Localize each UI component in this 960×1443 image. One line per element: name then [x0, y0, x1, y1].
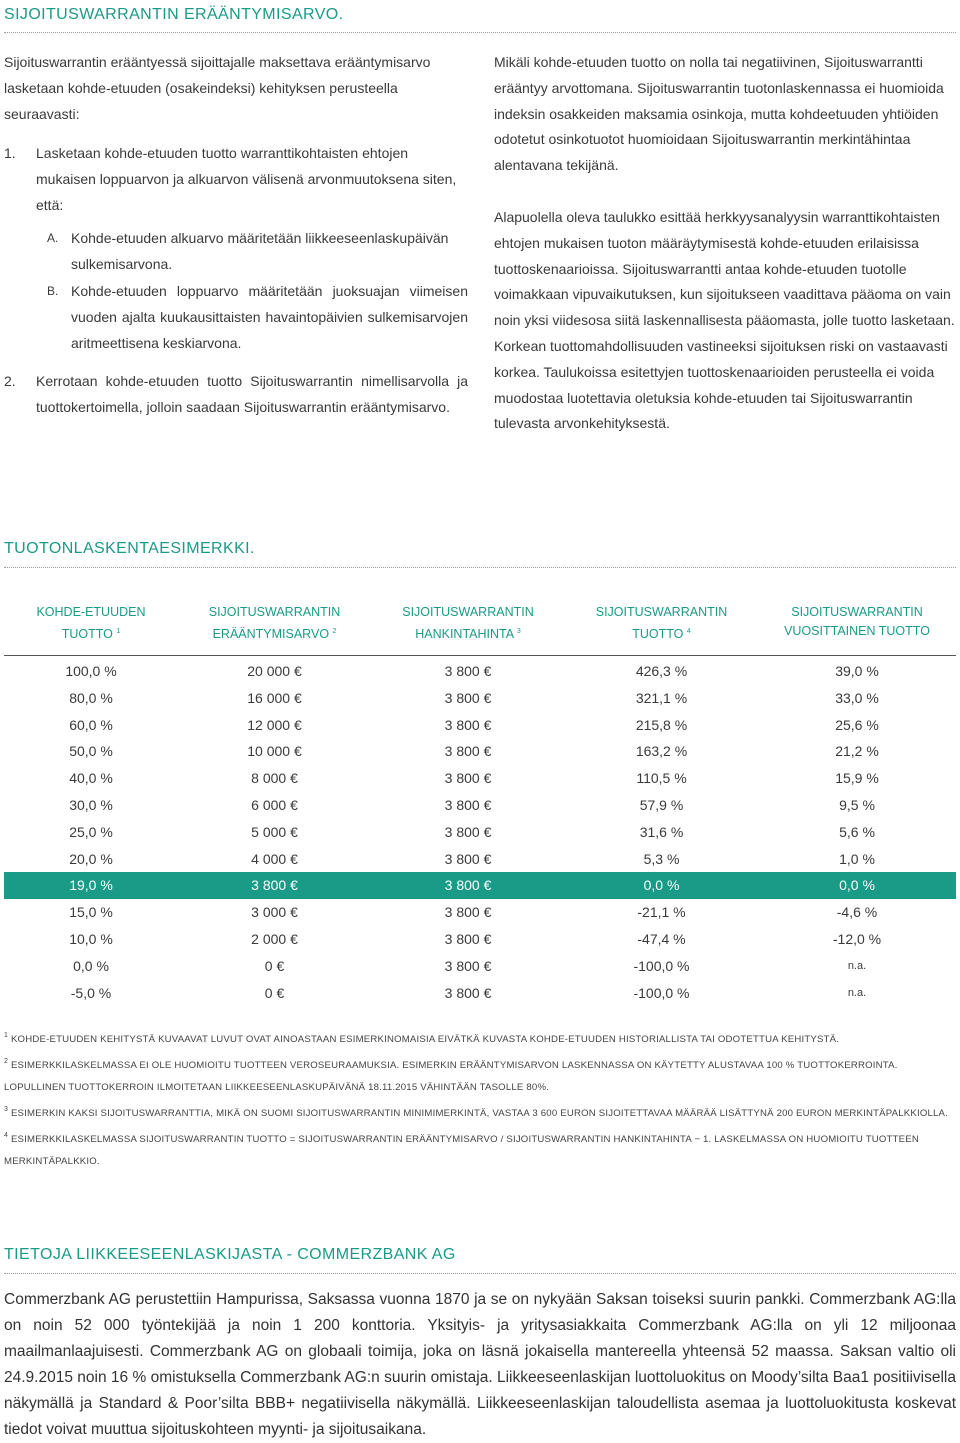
table-cell: 3 800 € — [444, 877, 492, 894]
right-column — [494, 50, 956, 437]
table-row — [4, 765, 956, 792]
header-line-1: SIJOITUSWARRANTIN — [595, 605, 728, 619]
footnote: $^2$ ESIMERKKILASKELMASSA EI OLE HUOMIOITU TUOTTEEN VEROSEURAAMUKSIA. ESIMERKIN ERÄÄNTYMISARVON LASKENNASSA ON KÄYTETTY ALUSTAVAA 100 % TUOTTOKERROINTA. LOPULLINEN TUOTTOKERROIN ILMOITETAAN LIIKKEESEENLASKUPÄIVÄNÄ 18.11.2015 VÄHINTÄÄN TASOLLE 80%. — [4, 1058, 898, 1093]
table-cell: 0,0 % — [839, 877, 875, 894]
table-cell: 163,2 % — [635, 743, 688, 760]
return-table — [4, 603, 956, 1006]
sub-item-text: Kohde-etuuden loppuarvo määritetään juoksuajan viimeisen vuoden ajalta kuukausittaisten havaintopäivien sulkemisarvojen aritmeettisena keskiarvona. — [71, 283, 468, 351]
table-cell: 33,0 % — [835, 689, 879, 706]
list-item-1 — [4, 141, 468, 218]
header-line-2: TUOTTO $^4$ — [632, 627, 691, 641]
footnote-number: 1 — [4, 1032, 9, 1039]
sub-item-text: Kohde-etuuden alkuarvo määritetään liikkeeseenlaskupäivän sulkemisarvona. — [71, 229, 449, 272]
right-paragraph-1: Mikäli kohde-etuuden tuotto on nolla tai negatiivinen, Sijoituswarrantti erääntyy arvottomana. Sijoituswarrantin tuotonlaskennassa ei huomioida indeksin osakkeiden maksamia osinkoja, mutta kohdeetuuden yhtiöiden odotetut osinkotuotot huomioidaan Sijoituswarrantin merkintähintaa alentavana tekijänä. — [494, 54, 944, 174]
issuer-paragraph: Commerzbank AG perustettiin Hampurissa, Saksassa vuonna 1870 ja se on nykyään Saksan toiseksi suurin pankki. Commerzbank AG:lla on noin 52 000 työntekijää ja noin 1 200 konttoria. Yksityis- ja yritysasiakkaita Commerzbank AG:lla on yli 12 miljoonaa maailmanlaajuisesti. Commerzbank AG on globaali toimija, joka on läsnä jokaisella mantereella yhteensä 52 maassa. Saksan valtio oli 24.9.2015 noin 16 % omistuksella Commerzbank AG:n suurin omistaja. Liikkeeseenlaskijan luottoluokitus on Moody’silta Baa1 positiivisella näkymällä ja Standard & Poor’silta BBB+ negatiivisella näkymällä. Liikkeeseenlaskijan taloudellista asemaa ja luottoluokitusta koskevat tiedot voivat muuttua sijoituskohteen myynti- ja sijoitusaikana. — [4, 1291, 956, 1438]
footnote-number: 3 — [4, 1106, 9, 1113]
section-divider — [4, 567, 956, 568]
table-cell: 8 000 € — [251, 770, 298, 787]
table-cell: -100,0 % — [633, 957, 690, 974]
issuer-info — [4, 1287, 956, 1443]
section-divider — [4, 1273, 956, 1274]
table-cell: 3 800 € — [444, 716, 492, 733]
list-number: 1. — [4, 145, 16, 162]
table-cell: 19,0 % — [69, 877, 113, 894]
table-cell: 100,0 % — [65, 663, 117, 679]
table-cell: -47,4 % — [637, 930, 686, 947]
table-cell: 426,3 % — [635, 663, 688, 679]
section-title-tuotonlaskenta: TUOTONLASKENTAESIMERKKI. — [4, 540, 255, 557]
table-cell: -12,0 % — [832, 930, 882, 947]
table-cell: 50,0 % — [69, 743, 113, 760]
left-column — [4, 50, 468, 420]
table-row — [4, 846, 956, 873]
footnote: $^1$ KOHDE-ETUUDEN KEHITYSTÄ KUVAAVAT LUVUT OVAT AINOASTAAN ESIMERKINOMAISIA EIVÄTKÄ KUVASTA KOHDE-ETUUDEN HISTORIALLISTA TAI ODOTETTUA KEHITYSTÄ. — [4, 1032, 840, 1045]
table-cell: 9,5 % — [839, 796, 875, 813]
sub-item-letter: A. — [47, 230, 59, 245]
table-cell: 5,6 % — [839, 823, 875, 840]
footnote-ref: 3 — [516, 628, 521, 635]
footnote: $^3$ ESIMERKIN KAKSI SIJOITUSWARRANTTIA, MIKÄ ON SUOMI SIJOITUSWARRANTIN MINIMIMERKINTÄ, VASTAA 3 600 EURON SIJOITETTAVAA MÄÄRÄÄ LISÄTTYNÄ 200 EURON MERKINTÄPALKKIOLLA. — [4, 1106, 949, 1119]
header-line-1: SIJOITUSWARRANTIN — [791, 605, 923, 619]
section-title-eraantymisarvo: SIJOITUSWARRANTIN ERÄÄNTYMISARVO. — [4, 6, 344, 23]
table-cell: 215,8 % — [635, 716, 688, 733]
table-cell: 1,0 % — [839, 850, 875, 867]
table-cell: 25,0 % — [69, 823, 113, 840]
table-cell: 16 000 € — [247, 689, 302, 706]
table-row — [4, 658, 956, 685]
table-cell: 39,0 % — [835, 663, 879, 679]
table-cell: n.a. — [847, 986, 867, 999]
table-header — [4, 603, 956, 647]
table-cell: 5,3 % — [643, 850, 680, 867]
table-cell: 15,0 % — [69, 904, 113, 921]
table-cell: 80,0 % — [69, 689, 113, 706]
table-cell: -5,0 % — [70, 984, 112, 1001]
sub-item-b — [4, 279, 468, 356]
table-cell: 57,9 % — [639, 796, 684, 813]
right-paragraph-2: Alapuolella oleva taulukko esittää herkkyysanalyysin warranttikohtaisten ehtojen mukaisen tuoton määräytymisestä kohde-etuuden erilaisissa tuottoskenaarioissa. Sijoituswarrantti antaa kohde-etuuden tuotolle voimakkaan vipuvaikutuksen, kun sijoitukseen vaadittava pääoma on vain noin yksi viidesosa siitä laskennallisesta pääomasta, jolle tuotto lasketaan. Korkean tuottomahdollisuuden vastineeksi sijoituksen riski on vastaavasti korkea. Taulukoissa esitettyjen tuottoskenaarioiden perusteella ei voida muodostaa luotettavia oletuksia kohde-etuuden tai Sijoituswarrantin tulevasta arvonkehityksestä. — [494, 208, 955, 432]
table-cell: 3 800 € — [444, 930, 492, 947]
table-cell: 0,0 % — [73, 957, 109, 974]
table-cell: 3 800 € — [444, 904, 492, 921]
table-header-cell — [565, 603, 758, 647]
table-cell: 110,5 % — [636, 770, 687, 787]
table-row — [4, 685, 956, 712]
table-row — [4, 953, 956, 980]
header-line-1: SIJOITUSWARRANTIN — [208, 605, 341, 619]
footnote-ref: 4 — [686, 628, 691, 635]
table-cell: 321,1 % — [635, 689, 688, 706]
table-cell: 60,0 % — [69, 716, 113, 733]
header-line-1: KOHDE-ETUUDEN — [36, 605, 146, 619]
table-cell: 0 € — [264, 984, 285, 1001]
table-row — [4, 899, 956, 926]
table-cell: 0 € — [264, 957, 285, 974]
footnote-number: 2 — [4, 1058, 9, 1065]
table-cell: 10 000 € — [247, 743, 302, 760]
header-line-1: SIJOITUSWARRANTIN — [402, 605, 534, 619]
table-row — [4, 980, 956, 1007]
table-cell: 10,0 % — [69, 930, 113, 947]
list-number: 2. — [4, 372, 16, 389]
table-cell: 3 800 € — [444, 984, 492, 1001]
footnote-ref: 1 — [116, 628, 121, 635]
table-cell: 0,0 % — [643, 877, 680, 894]
table-cell: 31,6 % — [639, 823, 684, 840]
table-cell: 40,0 % — [69, 770, 113, 787]
section-divider — [4, 32, 956, 33]
list-item-2 — [4, 369, 468, 421]
table-row — [4, 926, 956, 953]
intro-paragraph: Sijoituswarrantin erääntyessä sijoittajalle maksettava erääntymisarvo lasketaan kohde-etuuden (osakeindeksi) kehityksen perusteella seuraavasti: — [4, 54, 431, 122]
table-row — [4, 738, 956, 765]
table-cell: 3 800 € — [444, 689, 492, 706]
table-row — [4, 712, 956, 739]
table-row — [4, 819, 956, 846]
sub-item-letter: B. — [47, 284, 59, 299]
table-cell: 4 000 € — [251, 850, 298, 867]
footnote: $^4$ ESIMERKKILASKELMASSA SIJOITUSWARRANTIN TUOTTO = SIJOITUSWARRANTIN ERÄÄNTYMISARVO / SIJOITUSWARRANTIN HANKINTAHINTA − 1. LASKELMASSA ON HUOMIOITU TUOTTEEN MERKINTÄPALKKIO. — [4, 1132, 919, 1167]
table-header-divider — [4, 655, 956, 656]
table-cell: 20 000 € — [247, 663, 302, 679]
table-cell: 3 800 € — [444, 663, 492, 679]
header-line-2: TUOTTO $^1$ — [61, 627, 121, 641]
table-cell: -100,0 % — [633, 984, 690, 1001]
table-cell: 3 800 € — [444, 770, 492, 787]
footnote-number: 4 — [4, 1132, 9, 1139]
table-cell: 21,2 % — [835, 743, 879, 760]
table-cell: 3 800 € — [444, 796, 492, 813]
table-cell: -21,1 % — [637, 904, 686, 921]
table-header-cell — [4, 603, 178, 647]
table-row-highlighted — [4, 872, 956, 899]
header-line-2: HANKINTAHINTA $^3$ — [415, 627, 521, 641]
table-cell: 25,6 % — [835, 716, 879, 733]
table-cell: 3 000 € — [251, 904, 298, 921]
table-header-cell — [178, 603, 371, 647]
header-line-2: VUOSITTAINEN TUOTTO — [784, 624, 930, 638]
table-cell: 20,0 % — [69, 850, 113, 867]
table-cell: -4,6 % — [836, 904, 878, 921]
section-title-commerzbank: TIETOJA LIIKKEESEENLASKIJASTA - COMMERZBANK AG — [4, 1246, 456, 1263]
footnotes — [4, 1025, 956, 1173]
footnote-ref: 2 — [332, 628, 337, 635]
table-cell: 3 800 € — [251, 877, 298, 894]
header-line-2: ERÄÄNTYMISARVO $^2$ — [212, 627, 337, 641]
table-cell: 5 000 € — [251, 823, 298, 840]
table-cell: 6 000 € — [251, 796, 298, 813]
table-header-cell — [758, 603, 956, 647]
table-cell: 15,9 % — [835, 770, 879, 787]
table-cell: 3 800 € — [444, 850, 492, 867]
table-cell: n.a. — [847, 959, 867, 972]
list-item-text: Kerrotaan kohde-etuuden tuotto Sijoituswarrantin nimellisarvolla ja tuottokertoimella, jolloin saadaan Sijoituswarrantin erääntymisarvo. — [36, 372, 468, 415]
table-row — [4, 792, 956, 819]
table-cell: 2 000 € — [251, 930, 298, 947]
sub-item-a — [4, 226, 468, 278]
table-cell: 30,0 % — [69, 796, 113, 813]
list-item-text: Lasketaan kohde-etuuden tuotto warranttikohtaisten ehtojen mukaisen loppuarvon ja alkuarvon välisenä arvonmuutoksena siten, että: — [36, 145, 457, 213]
table-body — [4, 658, 956, 1006]
table-cell: 3 800 € — [444, 957, 492, 974]
table-cell: 3 800 € — [444, 743, 492, 760]
table-cell: 3 800 € — [444, 823, 492, 840]
table-cell: 12 000 € — [247, 716, 302, 733]
table-header-cell — [371, 603, 565, 647]
